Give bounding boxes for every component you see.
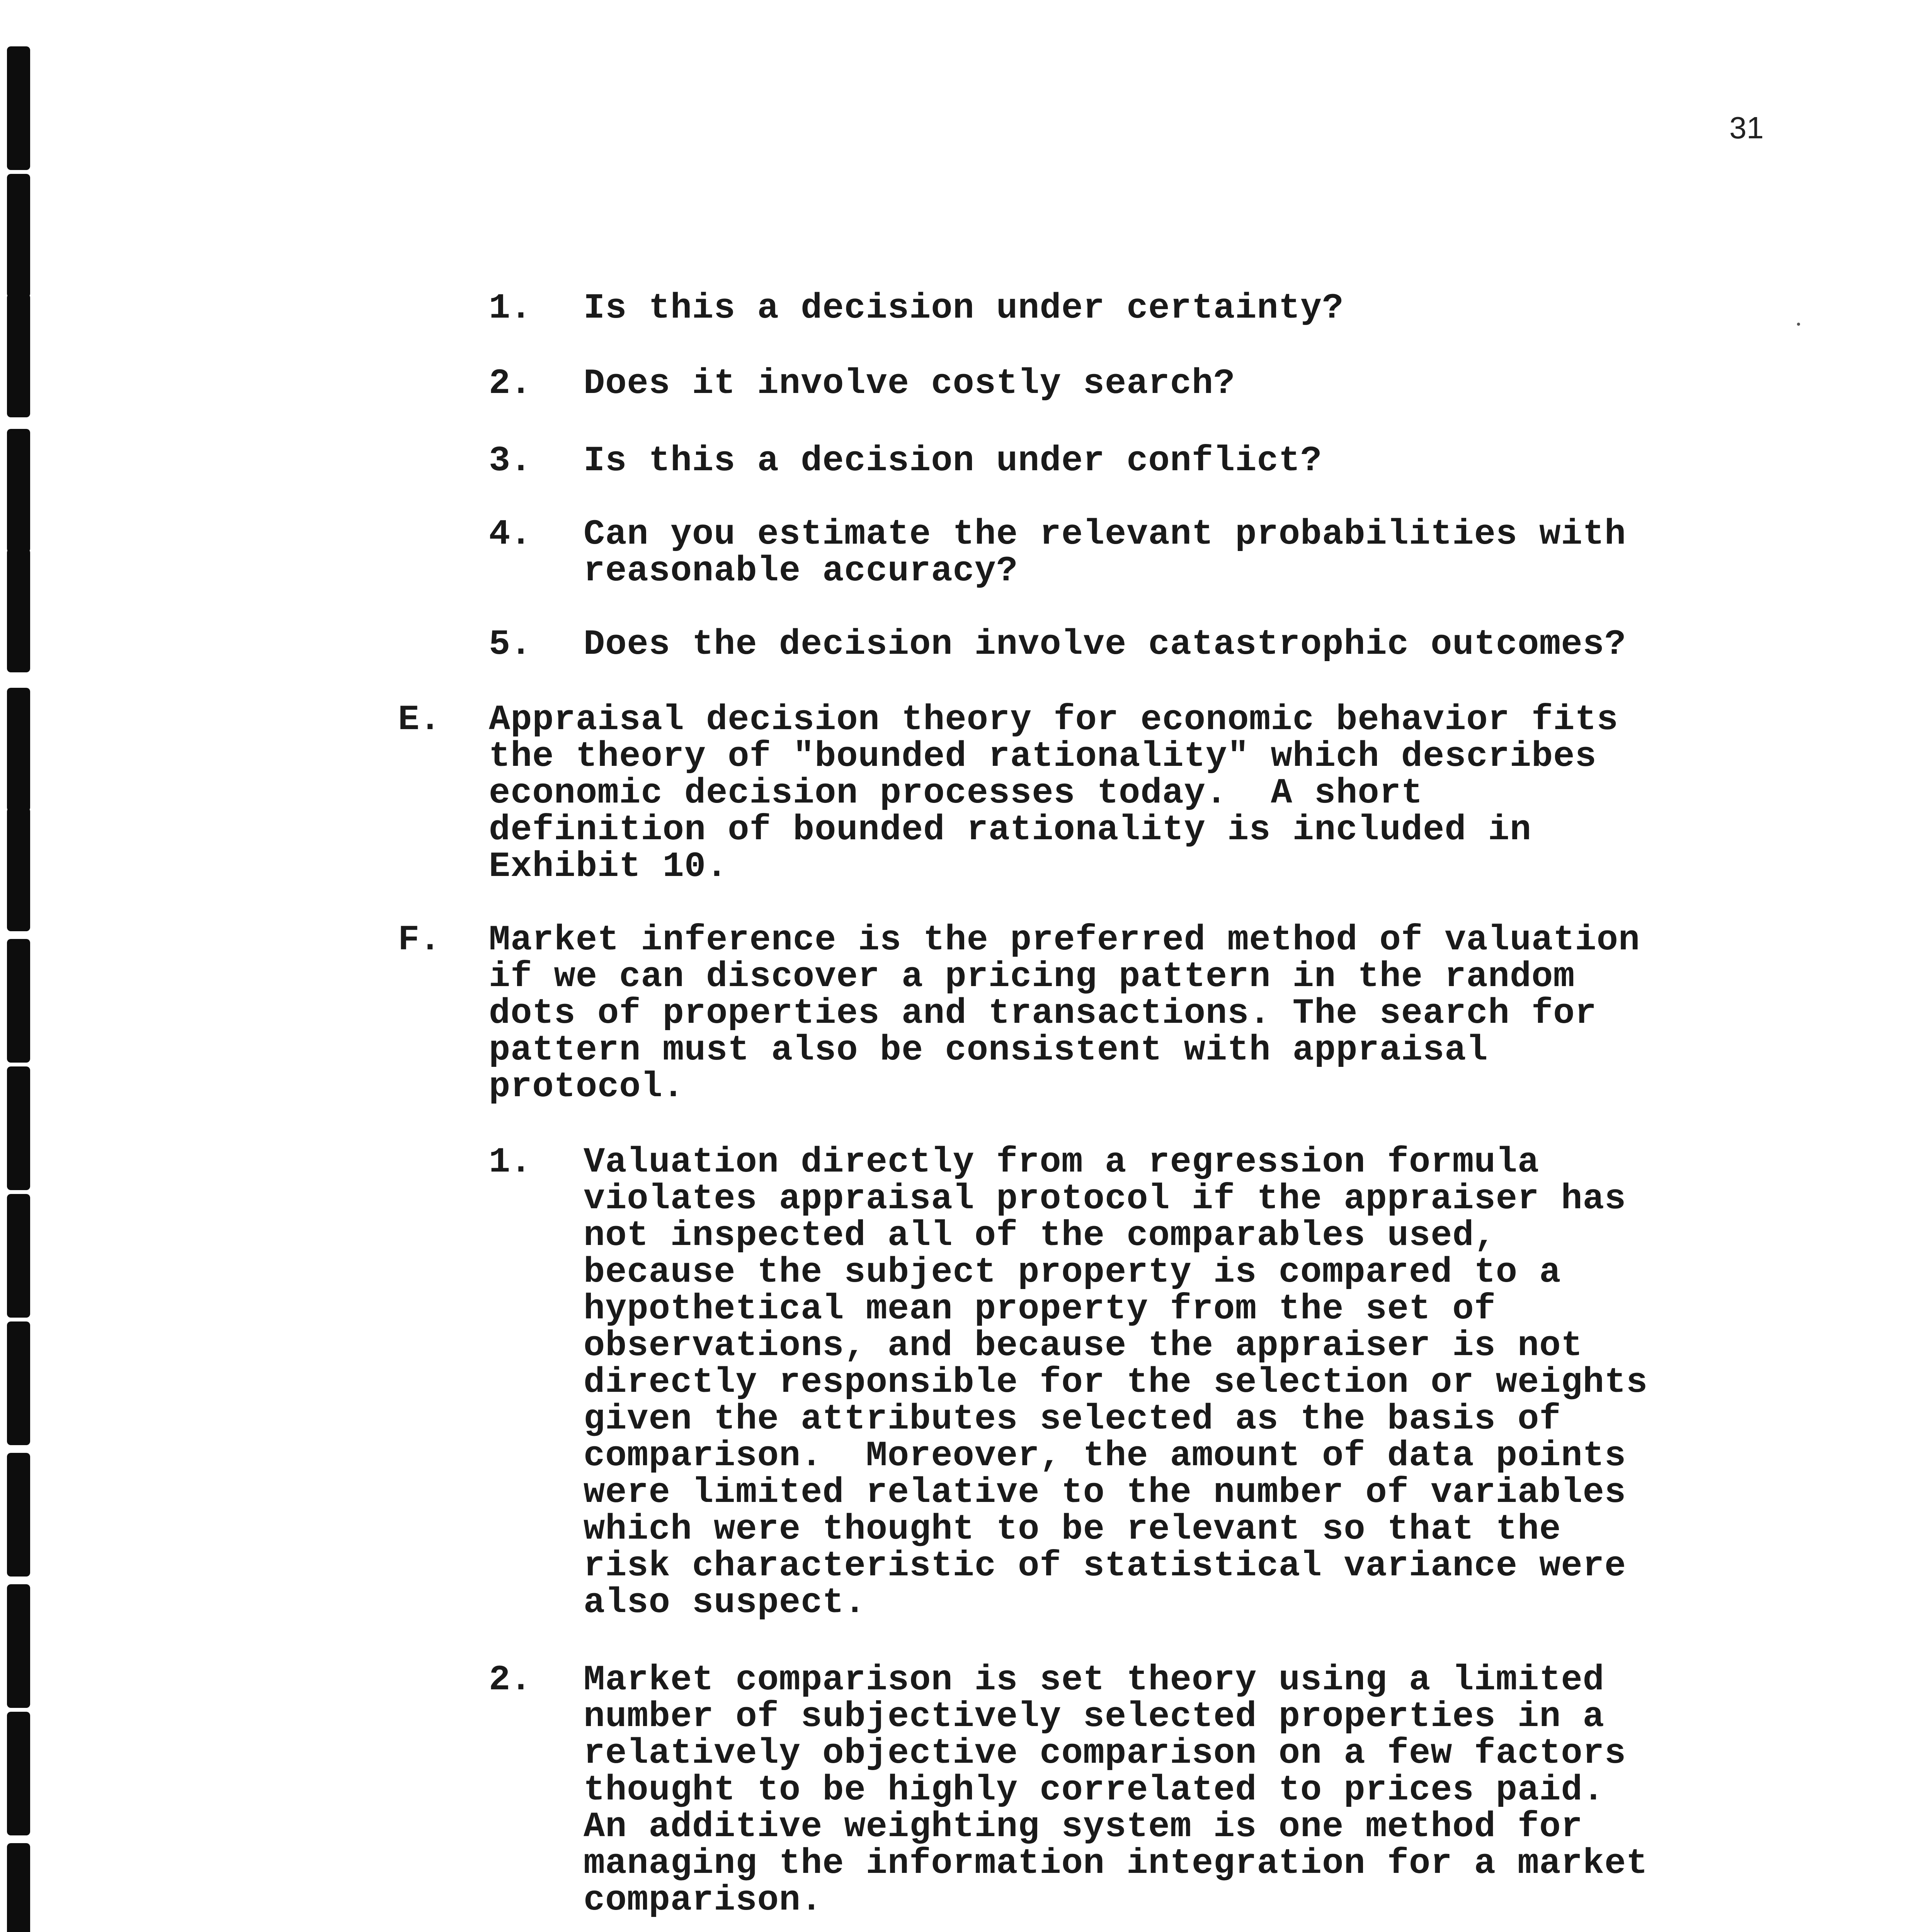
question-text: Can you estimate the relevant probabilities with xyxy=(584,514,1627,554)
binding-hole xyxy=(7,174,30,298)
question-number: 5. xyxy=(489,624,532,665)
item-line: risk characteristic of statistical variance were xyxy=(584,1546,1627,1586)
question-text: Is this a decision under conflict? xyxy=(584,440,1322,481)
binding-hole xyxy=(7,688,30,811)
section-e-line: Appraisal decision theory for economic behavior fits xyxy=(489,699,1618,740)
item-line: Valuation directly from a regression formula xyxy=(584,1142,1540,1182)
section-e-line: the theory of "bounded rationality" which describes xyxy=(489,736,1597,777)
item-line: because the subject property is compared to a xyxy=(584,1252,1561,1293)
item-number: 2. xyxy=(489,1660,532,1700)
section-f-line: protocol. xyxy=(489,1066,684,1107)
binding-hole xyxy=(7,1453,30,1577)
item-line: not inspected all of the comparables used, xyxy=(584,1215,1496,1256)
question-number: 3. xyxy=(489,440,532,481)
binding-hole xyxy=(7,939,30,1063)
binding-hole xyxy=(7,549,30,672)
section-e-line: Exhibit 10. xyxy=(489,846,728,887)
question-number: 2. xyxy=(489,363,532,404)
item-line: number of subjectively selected properties in a xyxy=(584,1696,1605,1737)
section-label: F. xyxy=(398,920,441,960)
item-line: which were thought to be relevant so that the xyxy=(584,1509,1561,1549)
item-line: were limited relative to the number of variables xyxy=(584,1472,1627,1513)
binding-hole xyxy=(7,1321,30,1445)
item-line: given the attributes selected as the basis of xyxy=(584,1399,1561,1439)
section-e-line: definition of bounded rationality is included in xyxy=(489,810,1532,850)
binding-hole xyxy=(7,1712,30,1835)
binding-hole xyxy=(7,294,30,417)
item-line: observations, and because the appraiser is not xyxy=(584,1325,1583,1366)
question-text: reasonable accuracy? xyxy=(584,551,1018,591)
section-f-line: Market inference is the preferred method of valuation xyxy=(489,920,1640,960)
binding-holes xyxy=(0,0,43,1932)
question-number: 4. xyxy=(489,514,532,554)
question-number: 1. xyxy=(489,288,532,328)
section-f-line: if we can discover a pricing pattern in the random xyxy=(489,956,1575,997)
item-line: Market comparison is set theory using a limited xyxy=(584,1660,1605,1700)
item-line: thought to be highly correlated to prices paid. xyxy=(584,1770,1605,1810)
question-text: Does the decision involve catastrophic outcomes? xyxy=(584,624,1627,665)
item-line: managing the information integration for a market xyxy=(584,1843,1648,1884)
binding-hole xyxy=(7,1584,30,1708)
section-f-line: dots of properties and transactions. The search for xyxy=(489,993,1597,1034)
page-number: 31 xyxy=(1729,111,1764,145)
question-text: Is this a decision under certainty? xyxy=(584,288,1344,328)
item-line: violates appraisal protocol if the appraiser has xyxy=(584,1179,1627,1219)
binding-hole xyxy=(7,1194,30,1318)
item-line: comparison. xyxy=(584,1880,823,1920)
binding-hole xyxy=(7,46,30,170)
item-line: also suspect. xyxy=(584,1582,866,1623)
item-line: An additive weighting system is one method for xyxy=(584,1806,1583,1847)
binding-hole xyxy=(7,808,30,931)
question-text: Does it involve costly search? xyxy=(584,363,1235,404)
section-e-line: economic decision processes today. A short xyxy=(489,773,1423,813)
item-line: directly responsible for the selection or weights xyxy=(584,1362,1648,1403)
binding-hole xyxy=(7,1843,30,1932)
item-number: 1. xyxy=(489,1142,532,1182)
section-f-line: pattern must also be consistent with appraisal xyxy=(489,1030,1488,1070)
binding-hole xyxy=(7,429,30,553)
item-line: hypothetical mean property from the set of xyxy=(584,1289,1496,1329)
binding-hole xyxy=(7,1066,30,1190)
item-line: relatively objective comparison on a few factors xyxy=(584,1733,1627,1774)
section-label: E. xyxy=(398,699,441,740)
scan-speck xyxy=(1797,323,1800,326)
item-line: comparison. Moreover, the amount of data points xyxy=(584,1435,1627,1476)
